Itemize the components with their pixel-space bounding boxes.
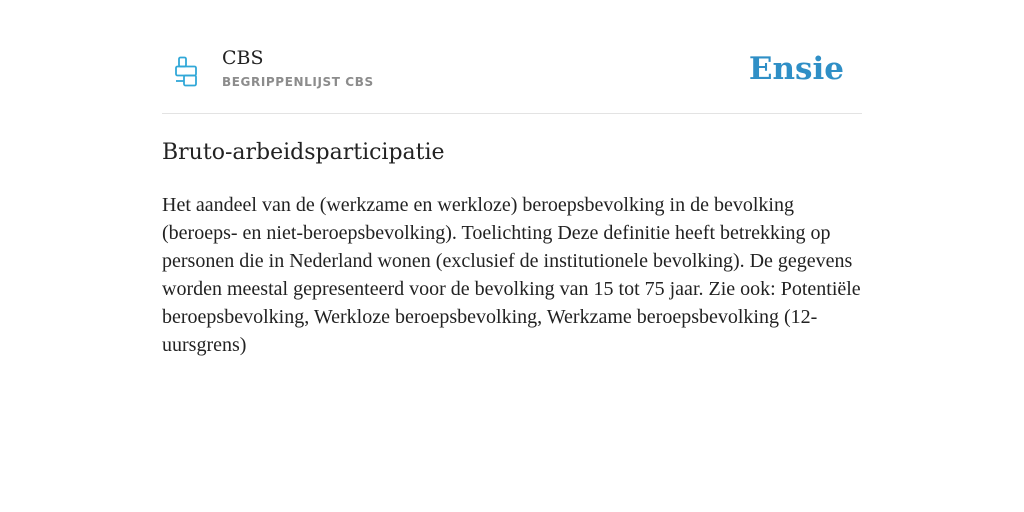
- brand-logo[interactable]: Ensie: [748, 51, 844, 87]
- org-name[interactable]: CBS: [222, 47, 264, 69]
- header: [162, 30, 862, 114]
- org-subtitle[interactable]: BEGRIPPENLIJST CBS: [222, 75, 374, 89]
- definition-card: [162, 30, 862, 359]
- cbs-logo-icon[interactable]: [174, 56, 198, 88]
- term-definition: Het aandeel van de (werkzame en werkloze) beroepsbevolking in de bevolking (beroeps- en niet-beroepsbevolking). Toelichting Deze definitie heeft betrekking op personen die in Nederland wonen (exclusief de institutionele bevolking). De gegevens worden meestal gepresenteerd voor de bevolking van 15 tot 75 jaar. Zie ook: Potentiële beroepsbevolking, Werkloze beroepsbevolking, Werkzame beroepsbevolking (12-uursgrens): [162, 194, 861, 356]
- term-title: Bruto-arbeidsparticipatie: [162, 140, 445, 165]
